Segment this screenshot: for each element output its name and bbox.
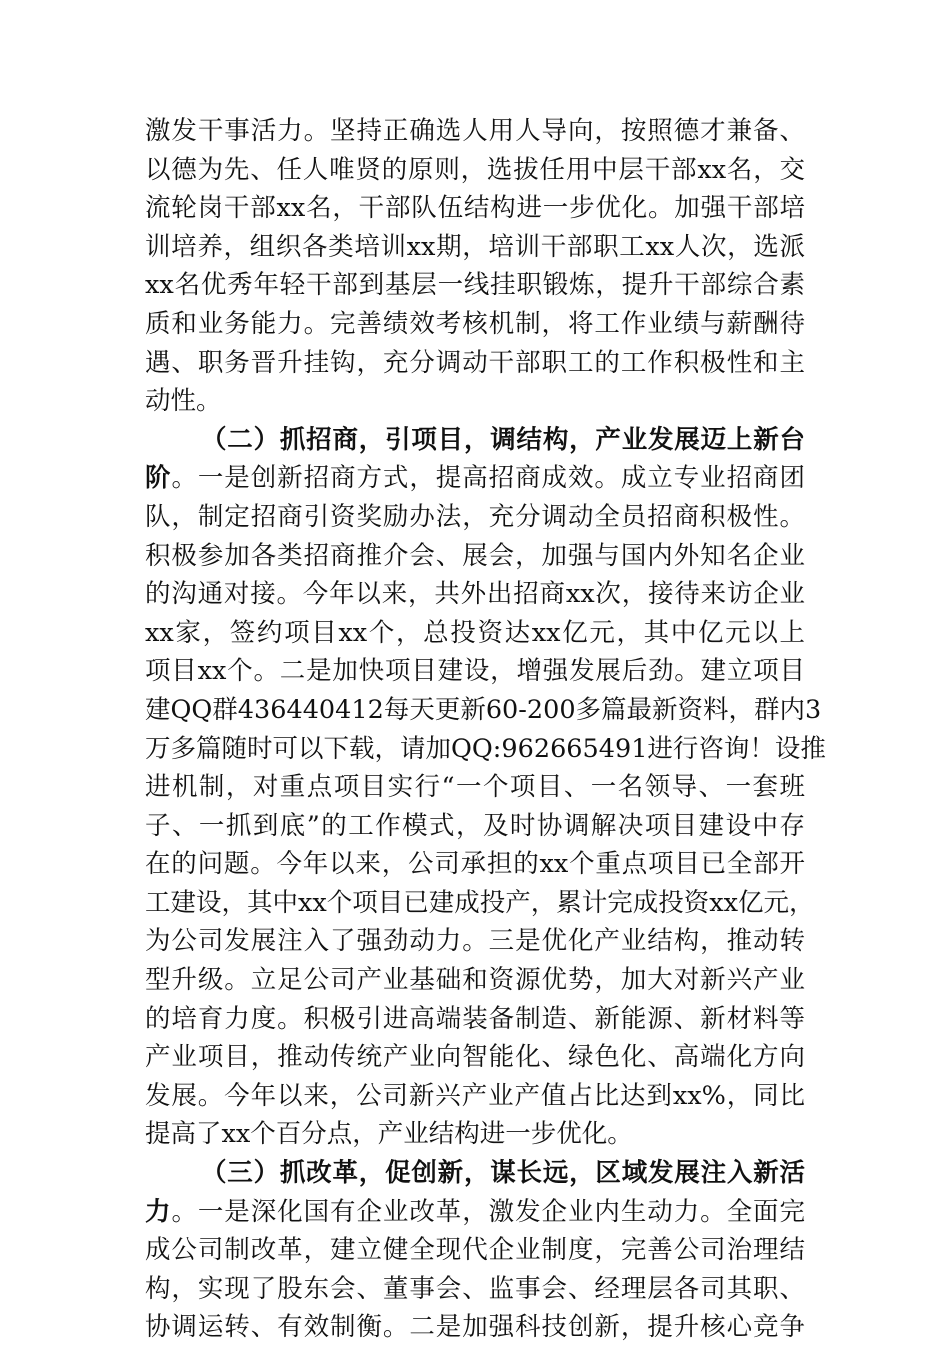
line-text: 训培养，组织各类培训xx期，培训干部职工xx人次，选派 [145,231,805,262]
text-line [145,266,805,305]
line-text: 子、一抓到底”的工作模式，及时协调解决项目建设中存 [145,810,805,841]
line-text: 积极参加各类招商推介会、展会，加强与国内外知名企业 [145,540,805,571]
line-text: 队，制定招商引资奖励办法，充分调动全员招商积极性。 [145,501,805,532]
text-line [145,382,805,421]
line-text: 产业项目，推动传统产业向智能化、绿色化、高端化方向 [145,1042,805,1073]
line-text: 。一是深化国有企业改革，激发企业内生动力。全面完 [171,1196,805,1227]
text-line [145,305,805,344]
text-line [145,730,826,769]
text-line [145,961,805,1000]
text-line [145,498,805,537]
line-text: 为公司发展注入了强劲动力。三是优化产业结构，推动转 [145,926,805,957]
line-text: 发展。今年以来，公司新兴产业产值占比达到xx%，同比 [145,1080,805,1111]
line-text: xx名优秀年轻干部到基层一线挂职锻炼，提升干部综合素 [145,270,805,301]
line-text: 激发干事活力。坚持正确选人用人导向，按照德才兼备、 [145,116,805,146]
line-text: 建QQ群436440412每天更新60-200多篇最新资料，群内3 [145,694,822,725]
text-line [145,344,805,383]
text-line [145,537,805,576]
text-line [145,1193,805,1232]
text-line [145,1308,805,1347]
document-page [145,112,826,1347]
section-heading: 力 [145,1196,172,1227]
text-line [145,421,805,460]
text-line [145,1231,805,1270]
section-heading: （三）抓改革，促创新，谋长远，区域发展注入新活 [201,1158,805,1189]
text-line [145,189,805,228]
line-text: 协调运转、有效制衡。二是加强科技创新，提升核心竞争 [145,1312,805,1343]
text-line [145,1000,805,1039]
line-text: 万多篇随时可以下载，请加QQ:962665491进行咨询！设推 [145,733,826,764]
line-text: xx家，签约项目xx个，总投资达xx亿元，其中亿元以上 [145,617,805,648]
text-line [145,652,805,691]
section-heading: （二）抓招商，引项目，调结构，产业发展迈上新台 [201,424,805,455]
text-line [145,1038,805,1077]
text-line [145,922,805,961]
text-line [145,1154,805,1193]
text-line [145,151,805,190]
text-line [145,845,805,884]
text-line [145,807,805,846]
line-text: 工建设，其中xx个项目已建成投产，累计完成投资xx亿元， [145,887,815,918]
section-heading: 阶 [145,463,172,494]
text-line [145,112,805,151]
line-text: 的培育力度。积极引进高端装备制造、新能源、新材料等 [145,1003,805,1034]
text-line [145,1077,805,1116]
line-text: 成公司制改革，建立健全现代企业制度，完善公司治理结 [145,1235,805,1266]
text-line [145,691,822,730]
line-text: 项目xx个。二是加快项目建设，增强发展后劲。建立项目 [145,656,805,687]
line-text: 流轮岗干部xx名，干部队伍结构进一步优化。加强干部培 [145,193,805,224]
text-line [145,614,805,653]
line-text: 提高了xx个百分点，产业结构进一步优化。 [145,1119,633,1150]
text-line [145,768,805,807]
line-text: 在的问题。今年以来，公司承担的xx个重点项目已全部开 [145,849,805,880]
line-text: 以德为先、任人唯贤的原则，选拔任用中层干部xx名，交 [145,154,805,185]
text-line [145,884,815,923]
text-line [145,1115,805,1154]
line-text: 进机制，对重点项目实行“一个项目、一名领导、一套班 [145,772,805,803]
text-line [145,228,805,267]
text-line [145,575,805,614]
line-text: 型升级。立足公司产业基础和资源优势，加大对新兴产业 [145,965,805,996]
line-text: 。一是创新招商方式，提高招商成效。成立专业招商团 [171,463,805,494]
line-text: 构，实现了股东会、董事会、监事会、经理层各司其职、 [145,1273,805,1304]
line-text: 的沟通对接。今年以来，共外出招商xx次，接待来访企业 [145,579,805,610]
text-line [145,459,805,498]
line-text: 遇、职务晋升挂钩，充分调动干部职工的工作积极性和主 [145,347,805,378]
line-text: 动性。 [145,386,222,417]
line-text: 质和业务能力。完善绩效考核机制，将工作业绩与薪酬待 [145,308,805,339]
text-line [145,1270,805,1309]
